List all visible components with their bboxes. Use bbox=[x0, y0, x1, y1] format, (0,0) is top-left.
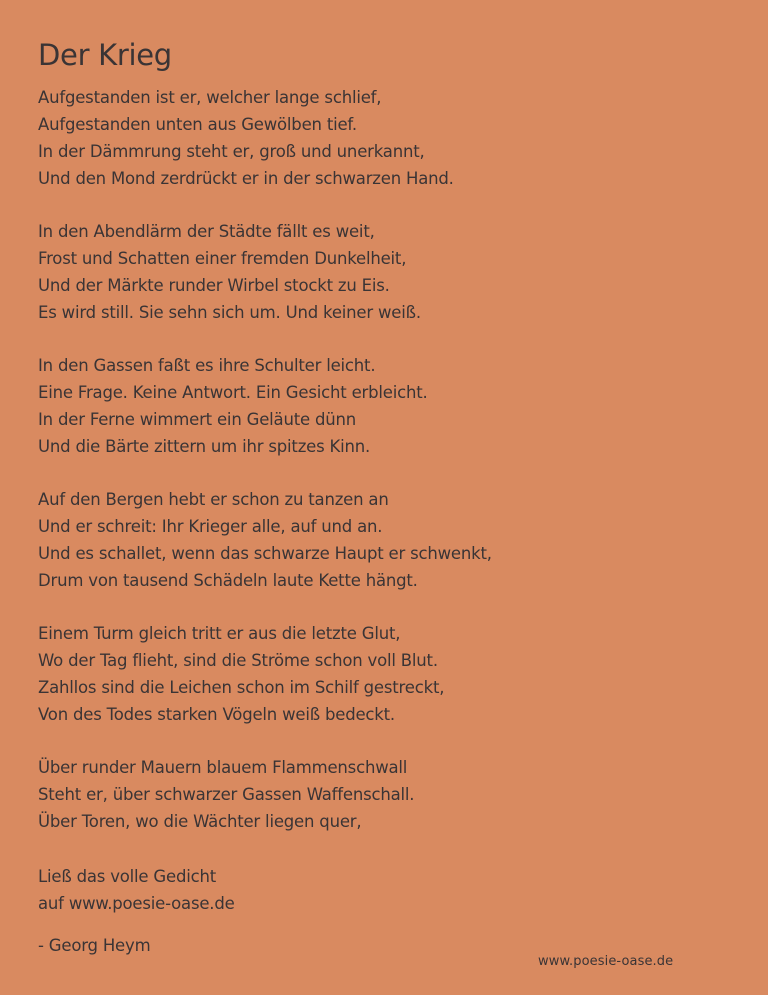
poem-line: Drum von tausend Schädeln laute Kette hängt. bbox=[38, 571, 418, 590]
stanza bbox=[38, 84, 738, 192]
poem-line: In den Gassen faßt es ihre Schulter leicht. bbox=[38, 356, 376, 375]
stanza bbox=[38, 352, 738, 460]
poem-line: Und den Mond zerdrückt er in der schwarzen Hand. bbox=[38, 169, 454, 188]
poem-line: Aufgestanden ist er, welcher lange schlief, bbox=[38, 88, 382, 107]
poem-title: Der Krieg bbox=[38, 38, 172, 72]
stanza bbox=[38, 218, 738, 326]
poem-line: Und er schreit: Ihr Krieger alle, auf und an. bbox=[38, 517, 383, 536]
poem-line: In der Ferne wimmert ein Geläute dünn bbox=[38, 410, 357, 429]
read-full-poem-note bbox=[38, 863, 235, 917]
poem-line: Zahllos sind die Leichen schon im Schilf gestreckt, bbox=[38, 678, 445, 697]
poem-line: Und die Bärte zittern um ihr spitzes Kinn. bbox=[38, 437, 371, 456]
poem-line: Und der Märkte runder Wirbel stockt zu Eis. bbox=[38, 276, 390, 295]
note-link: auf www.poesie-oase.de bbox=[38, 894, 235, 913]
stanza bbox=[38, 754, 738, 835]
poem-line: Es wird still. Sie sehn sich um. Und keiner weiß. bbox=[38, 303, 421, 322]
poem-line: Über Toren, wo die Wächter liegen quer, bbox=[38, 812, 362, 831]
poem-author: - Georg Heym bbox=[38, 936, 151, 955]
stanza bbox=[38, 486, 738, 594]
poem-line: In der Dämmrung steht er, groß und unerkannt, bbox=[38, 142, 425, 161]
poem-line: Und es schallet, wenn das schwarze Haupt er schwenkt, bbox=[38, 544, 492, 563]
poem-line: Über runder Mauern blauem Flammenschwall bbox=[38, 758, 408, 777]
poem-line: In den Abendlärm der Städte fällt es weit, bbox=[38, 222, 375, 241]
poem-line: Eine Frage. Keine Antwort. Ein Gesicht erbleicht. bbox=[38, 383, 428, 402]
poem-line: Einem Turm gleich tritt er aus die letzte Glut, bbox=[38, 624, 401, 643]
poem-line: Wo der Tag flieht, sind die Ströme schon voll Blut. bbox=[38, 651, 438, 670]
poem-line: Aufgestanden unten aus Gewölben tief. bbox=[38, 115, 357, 134]
footer-website: www.poesie-oase.de bbox=[538, 954, 674, 969]
stanza bbox=[38, 620, 738, 728]
note-line: Ließ das volle Gedicht bbox=[38, 867, 217, 886]
poem-line: Frost und Schatten einer fremden Dunkelheit, bbox=[38, 249, 407, 268]
poem-body bbox=[38, 84, 738, 861]
poem-line: Auf den Bergen hebt er schon zu tanzen an bbox=[38, 490, 389, 509]
poem-line: Von des Todes starken Vögeln weiß bedeckt. bbox=[38, 705, 395, 724]
poem-line: Steht er, über schwarzer Gassen Waffenschall. bbox=[38, 785, 415, 804]
